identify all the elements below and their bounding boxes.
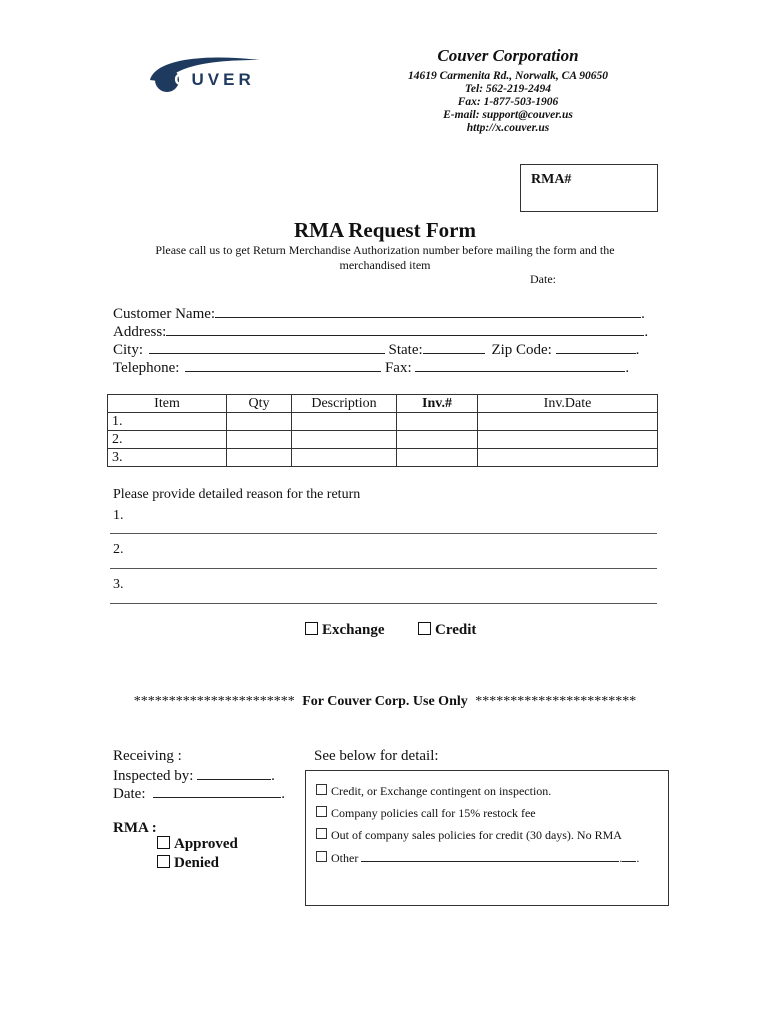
description-cell[interactable] (292, 413, 397, 431)
row-number: 1. (108, 413, 227, 431)
approved-checkbox[interactable] (157, 836, 170, 849)
policy-label: Company policies call for 15% restock fee (331, 806, 536, 820)
other-reason-field[interactable] (361, 850, 619, 862)
company-fax: Fax: 1-877-503-1906 (457, 96, 559, 108)
header-item: Item (108, 395, 227, 413)
inv-date-cell[interactable] (478, 431, 658, 449)
reason-number: 3. (113, 577, 124, 592)
state-field[interactable] (423, 340, 485, 354)
inspected-row: Inspected by: . (113, 768, 275, 784)
exchange-label: Exchange (322, 622, 385, 638)
company-email: E-mail: support@couver.us (443, 109, 573, 121)
credit-option[interactable] (418, 622, 476, 639)
inv-date-cell[interactable] (478, 449, 658, 467)
reason-line-2[interactable] (110, 542, 657, 569)
company-website: http://x.couver.us (466, 122, 550, 134)
internal-use-banner (0, 694, 770, 710)
reason-number: 2. (113, 542, 124, 557)
telephone-label: Telephone: (113, 360, 180, 376)
banner-text: For Couver Corp. Use Only (302, 694, 468, 709)
approved-option[interactable] (157, 836, 238, 853)
items-table-header (108, 395, 658, 413)
inv-number-cell[interactable] (397, 431, 478, 449)
reason-prompt: Please provide detailed reason for the return (113, 487, 361, 502)
banner-stars-left: *********************** (133, 694, 295, 709)
reason-line-3[interactable] (110, 577, 657, 604)
date-label: Date: (530, 272, 556, 286)
denied-option[interactable] (157, 855, 219, 872)
credit-checkbox[interactable] (418, 622, 431, 635)
policy-label: Other (331, 851, 359, 865)
company-tel: Tel: 562-219-2494 (464, 83, 552, 95)
inspected-field[interactable] (197, 766, 271, 780)
fax-label: Fax: (384, 360, 412, 376)
zip-field[interactable] (556, 340, 636, 354)
customer-name-row: Customer Name: . (113, 306, 645, 322)
reason-number: 1. (113, 508, 124, 523)
inv-date-cell[interactable] (478, 413, 658, 431)
state-label: State: (388, 342, 423, 358)
approved-label: Approved (174, 836, 238, 852)
company-logo (148, 52, 268, 102)
policy-inspection[interactable] (316, 784, 551, 799)
form-title: RMA Request Form (294, 218, 476, 242)
customer-name-field[interactable] (215, 304, 641, 318)
policies-box (305, 770, 669, 906)
policy-out-of-policy[interactable] (316, 828, 622, 843)
row-number: 3. (108, 449, 227, 467)
rma-status-label: RMA : (113, 820, 157, 836)
internal-date-label: Date: (113, 786, 146, 802)
banner-stars-right: *********************** (475, 694, 637, 709)
policy-label: Credit, or Exchange contingent on inspection. (331, 784, 552, 798)
denied-checkbox[interactable] (157, 855, 170, 868)
table-row (108, 413, 658, 431)
city-row: City: State: Zip Code: . (113, 342, 640, 358)
description-cell[interactable] (292, 449, 397, 467)
address-row: Address: . (113, 324, 649, 340)
company-name: Couver Corporation (437, 46, 579, 65)
table-row (108, 431, 658, 449)
policy-checkbox[interactable] (316, 851, 327, 862)
telephone-field[interactable] (185, 358, 381, 372)
header-inv-number: Inv.# (397, 395, 478, 413)
company-header (360, 46, 656, 134)
zip-label: Zip Code: (491, 342, 552, 358)
internal-date-field[interactable] (153, 784, 281, 798)
policy-label: Out of company sales policies for credit (30 days). No RMA (331, 828, 622, 842)
policy-restock[interactable] (316, 806, 536, 821)
credit-label: Credit (435, 622, 477, 638)
exchange-checkbox[interactable] (305, 622, 318, 635)
description-cell[interactable] (292, 431, 397, 449)
rma-number-label: RMA# (531, 172, 572, 187)
table-row (108, 449, 658, 467)
header-inv-date: Inv.Date (478, 395, 658, 413)
denied-label: Denied (174, 855, 219, 871)
rma-number-box[interactable] (520, 164, 658, 212)
logo-letter-c: C (158, 70, 175, 89)
policy-other[interactable]: Other . . (316, 850, 639, 866)
policy-checkbox[interactable] (316, 828, 327, 839)
row-number: 2. (108, 431, 227, 449)
address-field[interactable] (166, 322, 644, 336)
receiving-label: Receiving : (113, 748, 182, 764)
city-field[interactable] (149, 340, 385, 354)
telephone-row: Telephone: Fax: . (113, 360, 630, 376)
header-qty: Qty (227, 395, 292, 413)
city-label: City: (113, 342, 144, 358)
inv-number-cell[interactable] (397, 449, 478, 467)
address-label: Address: (113, 324, 167, 340)
customer-name-label: Customer Name: (113, 306, 216, 322)
internal-date-row: Date: . (113, 786, 285, 802)
qty-cell[interactable] (227, 413, 292, 431)
logo-text: UVER (191, 70, 255, 89)
company-address: 14619 Carmenita Rd., Norwalk, CA 90650 (407, 70, 608, 82)
detail-label: See below for detail: (314, 748, 439, 764)
qty-cell[interactable] (227, 431, 292, 449)
exchange-option[interactable] (305, 622, 385, 639)
header-description: Description (292, 395, 397, 413)
fax-field[interactable] (415, 358, 625, 372)
logo-letter-o: O (174, 70, 192, 89)
form-instructions: Please call us to get Return Merchandise Authorization number before mailing the form and the merchandised item (155, 243, 615, 272)
items-table (107, 394, 658, 467)
policy-checkbox[interactable] (316, 806, 327, 817)
policy-checkbox[interactable] (316, 784, 327, 795)
inv-number-cell[interactable] (397, 413, 478, 431)
reason-line-1[interactable] (110, 508, 657, 534)
inspected-label: Inspected by: (113, 768, 194, 784)
qty-cell[interactable] (227, 449, 292, 467)
